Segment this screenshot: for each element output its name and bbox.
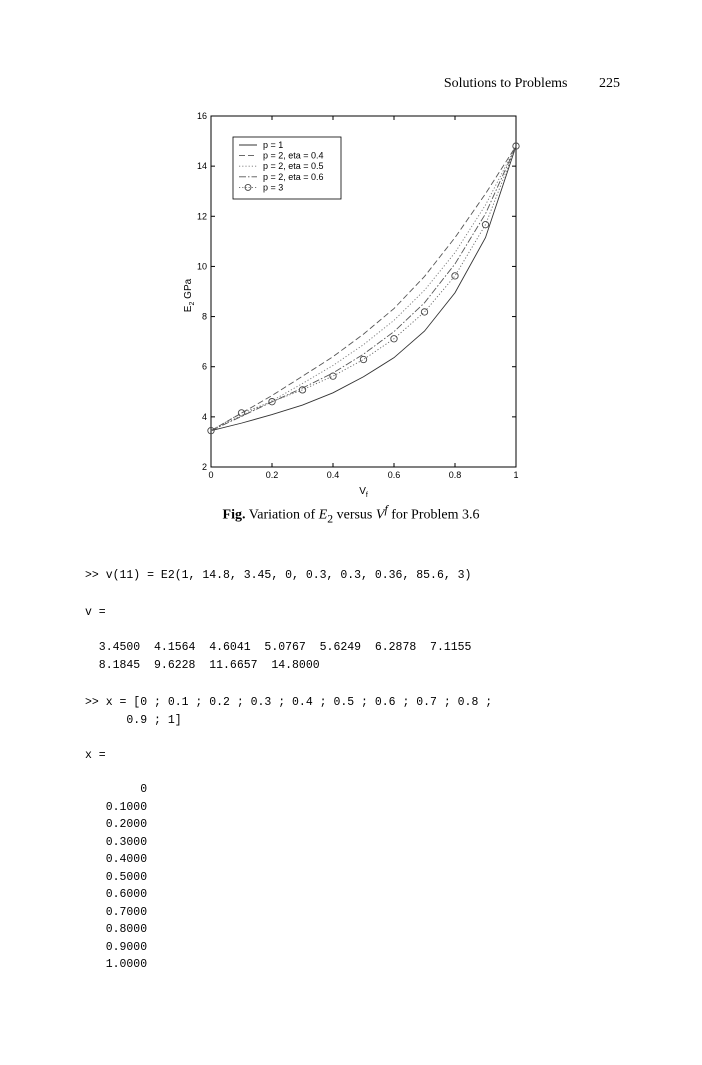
code-command-v: >> v(11) = E2(1, 14.8, 3.45, 0, 0.3, 0.3, 0.36, 85.6, 3) (85, 569, 472, 582)
y-tick-label: 2 (201, 462, 207, 472)
caption-sub: 2 (327, 512, 334, 526)
y-axis-label: $E_2$ GPa (183, 278, 196, 313)
figure-caption (0, 503, 702, 525)
y-tick-label: 12 (196, 211, 207, 222)
y-tick-label: 16 (196, 111, 207, 121)
x-tick-label: 0.2 (265, 470, 279, 480)
x-tick-label: 0.4 (326, 470, 340, 480)
caption-suffix: for Problem 3.6 (387, 507, 480, 523)
code-output-v-label: v = (85, 606, 106, 619)
caption-sup: f (384, 503, 388, 516)
legend-entry-3: p = 2, eta = 0.5 (263, 161, 324, 172)
x-axis-label: $V_f$ (359, 486, 368, 499)
caption-var-e: E (318, 507, 328, 523)
page-number: 225 (599, 76, 620, 91)
code-output-x-values: 0 0.1000 0.2000 0.3000 0.4000 0.5000 0.6000 0.7000 0.8000 0.9000 1.0000 (105, 783, 148, 971)
series-marker-point (330, 373, 336, 379)
y-tick-label: 4 (201, 411, 207, 422)
series-marker-point (360, 356, 366, 362)
x-tick-label: 1 (513, 470, 519, 480)
y-tick-label: 10 (196, 261, 207, 272)
legend-entry-5: p = 3 (263, 182, 284, 193)
legend-entry-4: p = 2, eta = 0.6 (263, 171, 324, 182)
running-title: Solutions to Problems (443, 76, 568, 91)
caption-label: Fig. (222, 507, 246, 523)
figure-chart (0, 0, 702, 500)
legend-entry-1: p = 1 (263, 140, 284, 150)
caption-var-v: V (375, 507, 385, 523)
x-tick-label: 0 (208, 470, 214, 480)
series-marker-point (452, 273, 458, 279)
caption-mid: versus (333, 507, 376, 523)
code-command-x: >> x = [0 ; 0.1 ; 0.2 ; 0.3 ; 0.4 ; 0.5 ; 0.6 ; 0.7 ; 0.8 ; 0.9 ; 1] (85, 696, 493, 727)
series-marker-point (421, 309, 427, 315)
y-tick-label: 14 (196, 161, 207, 172)
x-tick-label: 0.8 (448, 470, 462, 480)
code-output-x-label: x = (85, 749, 106, 762)
caption-prefix: Variation of (248, 507, 319, 523)
x-tick-label: 0.6 (387, 470, 401, 480)
legend-entry-2: p = 2, eta = 0.4 (263, 150, 324, 161)
code-output-v-values: 3.4500 4.1564 4.6041 5.0767 5.6249 6.2878 7.1155 8.1845 9.6228 11.6657 14.8000 (98, 641, 472, 672)
y-tick-label: 6 (201, 361, 207, 372)
y-tick-label: 8 (201, 311, 207, 322)
